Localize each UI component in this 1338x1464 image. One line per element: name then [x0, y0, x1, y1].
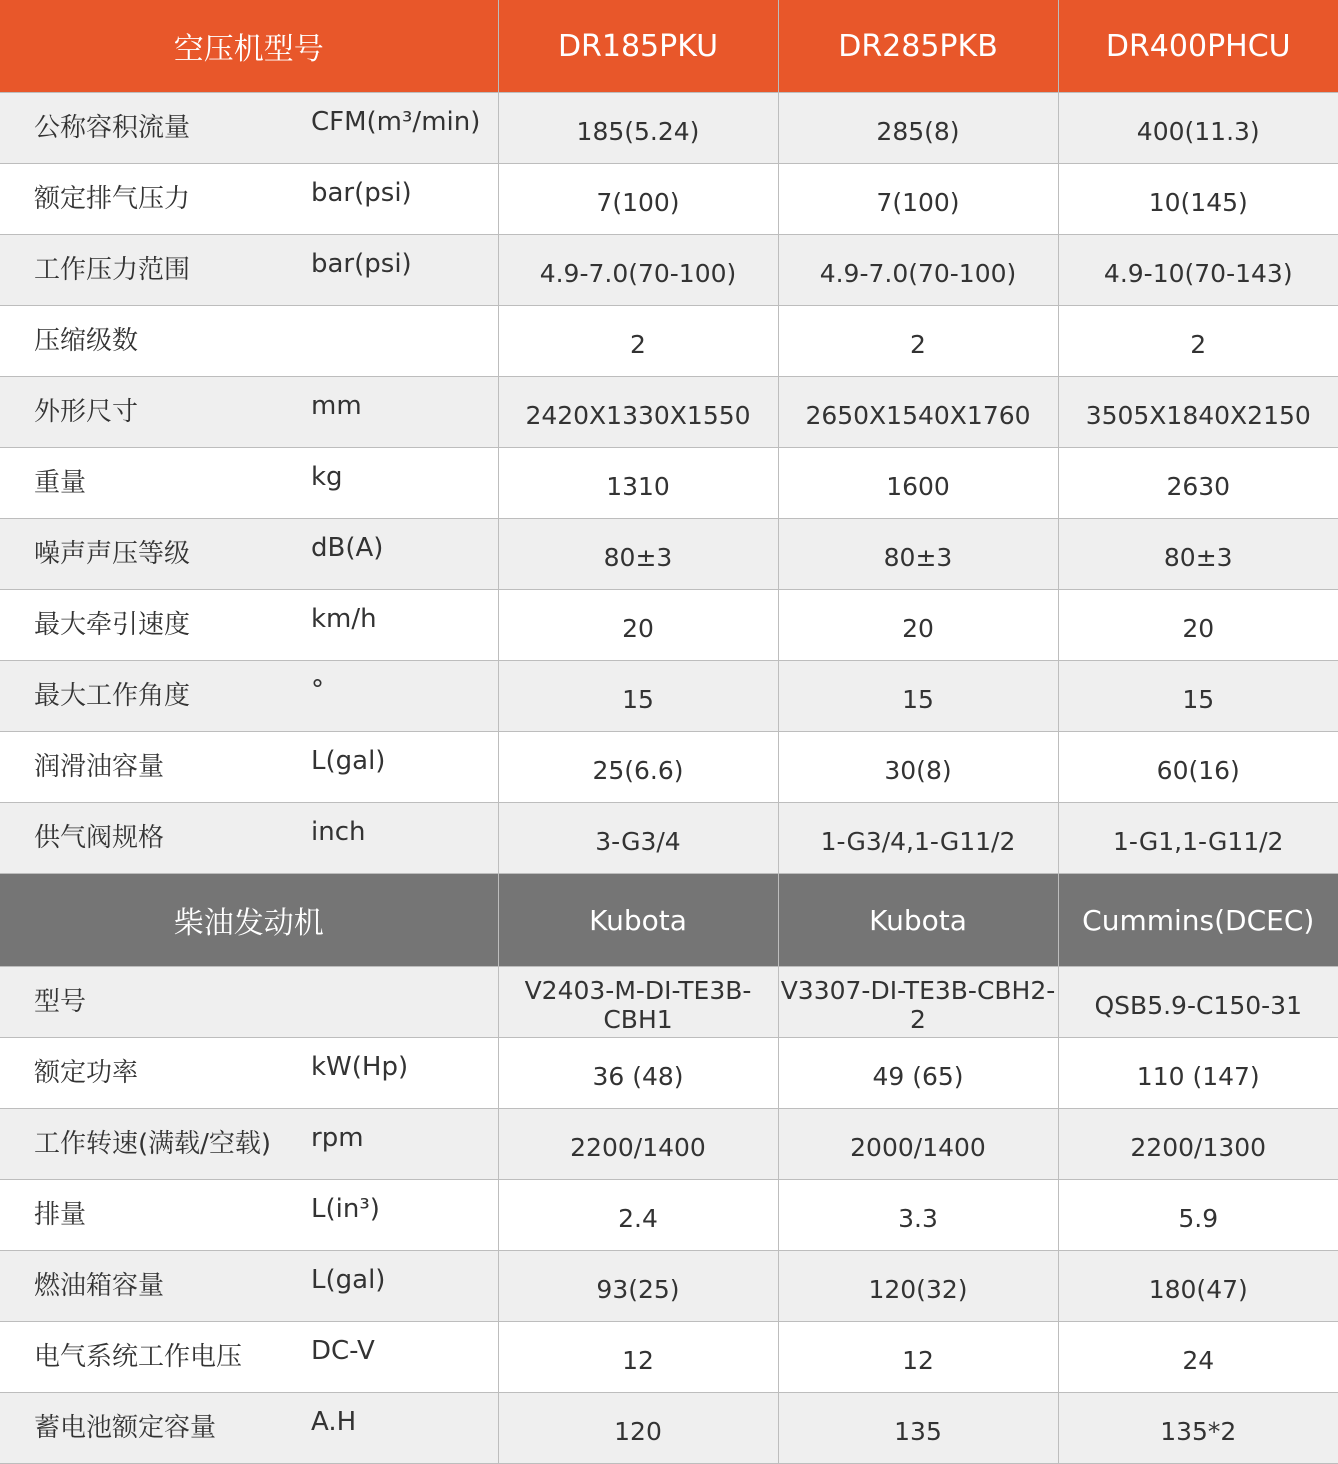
spec-name: 型号	[34, 987, 87, 1017]
spec-row	[0, 93, 1338, 164]
spec-value-1: 1310	[498, 448, 778, 519]
spec-value-2: 135	[778, 1393, 1058, 1464]
compressor-model-header: 空压机型号	[0, 0, 498, 93]
spec-value-1: 2	[498, 306, 778, 377]
spec-label-cell	[0, 1180, 498, 1251]
spec-value-3: 1-G1,1-G11/2	[1058, 803, 1338, 874]
engine-header-row	[0, 874, 1338, 967]
spec-name: 工作转速(满载/空载)	[34, 1129, 272, 1159]
spec-name: 最大工作角度	[34, 681, 191, 711]
spec-value-3: QSB5.9-C150-31	[1058, 967, 1338, 1038]
spec-value-3: 2630	[1058, 448, 1338, 519]
spec-row	[0, 1322, 1338, 1393]
spec-value-1: 80±3	[498, 519, 778, 590]
spec-value-3: 15	[1058, 661, 1338, 732]
spec-label-cell	[0, 1251, 498, 1322]
spec-label-cell	[0, 93, 498, 164]
spec-name: 燃油箱容量	[34, 1271, 165, 1301]
spec-unit: bar(psi)	[311, 178, 412, 208]
spec-name: 蓄电池额定容量	[34, 1413, 217, 1443]
spec-row	[0, 164, 1338, 235]
spec-value-3: 60(16)	[1058, 732, 1338, 803]
spec-value-3: 20	[1058, 590, 1338, 661]
spec-value-2: 2650X1540X1760	[778, 377, 1058, 448]
model-header-3: DR400PHCU	[1058, 0, 1338, 93]
spec-unit: kW(Hp)	[311, 1052, 409, 1082]
spec-row	[0, 448, 1338, 519]
spec-row	[0, 803, 1338, 874]
spec-value-3: 10(145)	[1058, 164, 1338, 235]
spec-row	[0, 1038, 1338, 1109]
spec-value-2: 20	[778, 590, 1058, 661]
spec-row	[0, 306, 1338, 377]
spec-row	[0, 967, 1338, 1038]
engine-brand-3: Cummins(DCEC)	[1058, 874, 1338, 967]
spec-unit: L(in³)	[311, 1194, 380, 1224]
spec-label-cell	[0, 377, 498, 448]
spec-row	[0, 519, 1338, 590]
spec-value-2: V3307-DI-TE3B-CBH2-2	[778, 967, 1058, 1038]
spec-unit: mm	[311, 391, 362, 421]
spec-unit: km/h	[311, 604, 377, 634]
spec-name: 工作压力范围	[34, 255, 191, 285]
spec-label-cell	[0, 164, 498, 235]
spec-unit: inch	[311, 817, 366, 847]
spec-label-cell	[0, 803, 498, 874]
spec-row	[0, 1251, 1338, 1322]
spec-value-1: 185(5.24)	[498, 93, 778, 164]
spec-label-cell	[0, 732, 498, 803]
spec-label-cell	[0, 661, 498, 732]
spec-label-cell	[0, 519, 498, 590]
spec-unit: rpm	[311, 1123, 364, 1153]
spec-unit: A.H	[311, 1407, 357, 1437]
spec-value-2: 7(100)	[778, 164, 1058, 235]
compressor-header-row	[0, 0, 1338, 93]
spec-value-3: 135*2	[1058, 1393, 1338, 1464]
spec-value-1: 7(100)	[498, 164, 778, 235]
spec-value-3: 4.9-10(70-143)	[1058, 235, 1338, 306]
spec-value-2: 4.9-7.0(70-100)	[778, 235, 1058, 306]
spec-label-cell	[0, 1393, 498, 1464]
spec-row	[0, 732, 1338, 803]
spec-value-3: 2	[1058, 306, 1338, 377]
spec-row	[0, 661, 1338, 732]
spec-label-cell	[0, 1322, 498, 1393]
spec-name: 公称容积流量	[34, 113, 191, 143]
spec-value-2: 30(8)	[778, 732, 1058, 803]
spec-unit: kg	[311, 462, 343, 492]
spec-value-3: 80±3	[1058, 519, 1338, 590]
spec-value-1: 3-G3/4	[498, 803, 778, 874]
spec-row	[0, 1180, 1338, 1251]
spec-value-1: 36 (48)	[498, 1038, 778, 1109]
spec-value-3: 2200/1300	[1058, 1109, 1338, 1180]
model-header-2: DR285PKB	[778, 0, 1058, 93]
spec-value-3: 400(11.3)	[1058, 93, 1338, 164]
spec-name: 电气系统工作电压	[34, 1342, 243, 1372]
spec-unit: L(gal)	[311, 746, 386, 776]
spec-value-1: 93(25)	[498, 1251, 778, 1322]
spec-value-2: 49 (65)	[778, 1038, 1058, 1109]
spec-value-1: 120	[498, 1393, 778, 1464]
spec-value-2: 285(8)	[778, 93, 1058, 164]
spec-value-3: 110 (147)	[1058, 1038, 1338, 1109]
spec-unit: L(gal)	[311, 1265, 386, 1295]
spec-value-2: 2000/1400	[778, 1109, 1058, 1180]
spec-value-3: 3505X1840X2150	[1058, 377, 1338, 448]
spec-value-1: 15	[498, 661, 778, 732]
spec-name: 噪声声压等级	[34, 539, 191, 569]
spec-value-2: 120(32)	[778, 1251, 1058, 1322]
spec-value-1: 25(6.6)	[498, 732, 778, 803]
spec-value-2: 1600	[778, 448, 1058, 519]
spec-label-cell	[0, 448, 498, 519]
engine-brand-1: Kubota	[498, 874, 778, 967]
spec-unit: °	[311, 675, 324, 705]
spec-row	[0, 377, 1338, 448]
model-header-1: DR185PKU	[498, 0, 778, 93]
spec-unit: dB(A)	[311, 533, 384, 563]
engine-section-header: 柴油发动机	[0, 874, 498, 967]
spec-name: 重量	[34, 468, 87, 498]
spec-row	[0, 1393, 1338, 1464]
spec-value-1: 20	[498, 590, 778, 661]
engine-brand-2: Kubota	[778, 874, 1058, 967]
spec-name: 排量	[34, 1200, 87, 1230]
spec-label-cell	[0, 1038, 498, 1109]
spec-name: 最大牵引速度	[34, 610, 191, 640]
spec-value-2: 12	[778, 1322, 1058, 1393]
spec-value-2: 1-G3/4,1-G11/2	[778, 803, 1058, 874]
spec-row	[0, 590, 1338, 661]
spec-name: 额定功率	[34, 1058, 139, 1088]
spec-label-cell	[0, 235, 498, 306]
spec-label-cell	[0, 967, 498, 1038]
spec-value-1: 4.9-7.0(70-100)	[498, 235, 778, 306]
spec-row	[0, 235, 1338, 306]
spec-name: 额定排气压力	[34, 184, 191, 214]
spec-label-cell	[0, 306, 498, 377]
spec-unit: DC-V	[311, 1336, 375, 1366]
spec-value-3: 24	[1058, 1322, 1338, 1393]
spec-value-2: 3.3	[778, 1180, 1058, 1251]
spec-unit: bar(psi)	[311, 249, 412, 279]
spec-value-2: 15	[778, 661, 1058, 732]
spec-value-2: 80±3	[778, 519, 1058, 590]
spec-value-1: V2403-M-DI-TE3B-CBH1	[498, 967, 778, 1038]
spec-unit: CFM(m³/min)	[311, 107, 481, 137]
spec-value-1: 12	[498, 1322, 778, 1393]
spec-label-cell	[0, 1109, 498, 1180]
spec-name: 外形尺寸	[34, 397, 139, 427]
spec-value-1: 2420X1330X1550	[498, 377, 778, 448]
spec-label-cell	[0, 590, 498, 661]
spec-row	[0, 1109, 1338, 1180]
spec-name: 供气阀规格	[34, 823, 165, 853]
spec-value-1: 2.4	[498, 1180, 778, 1251]
spec-value-3: 180(47)	[1058, 1251, 1338, 1322]
spec-name: 压缩级数	[34, 326, 139, 356]
spec-value-3: 5.9	[1058, 1180, 1338, 1251]
spec-value-2: 2	[778, 306, 1058, 377]
spec-value-1: 2200/1400	[498, 1109, 778, 1180]
spec-name: 润滑油容量	[34, 752, 165, 782]
